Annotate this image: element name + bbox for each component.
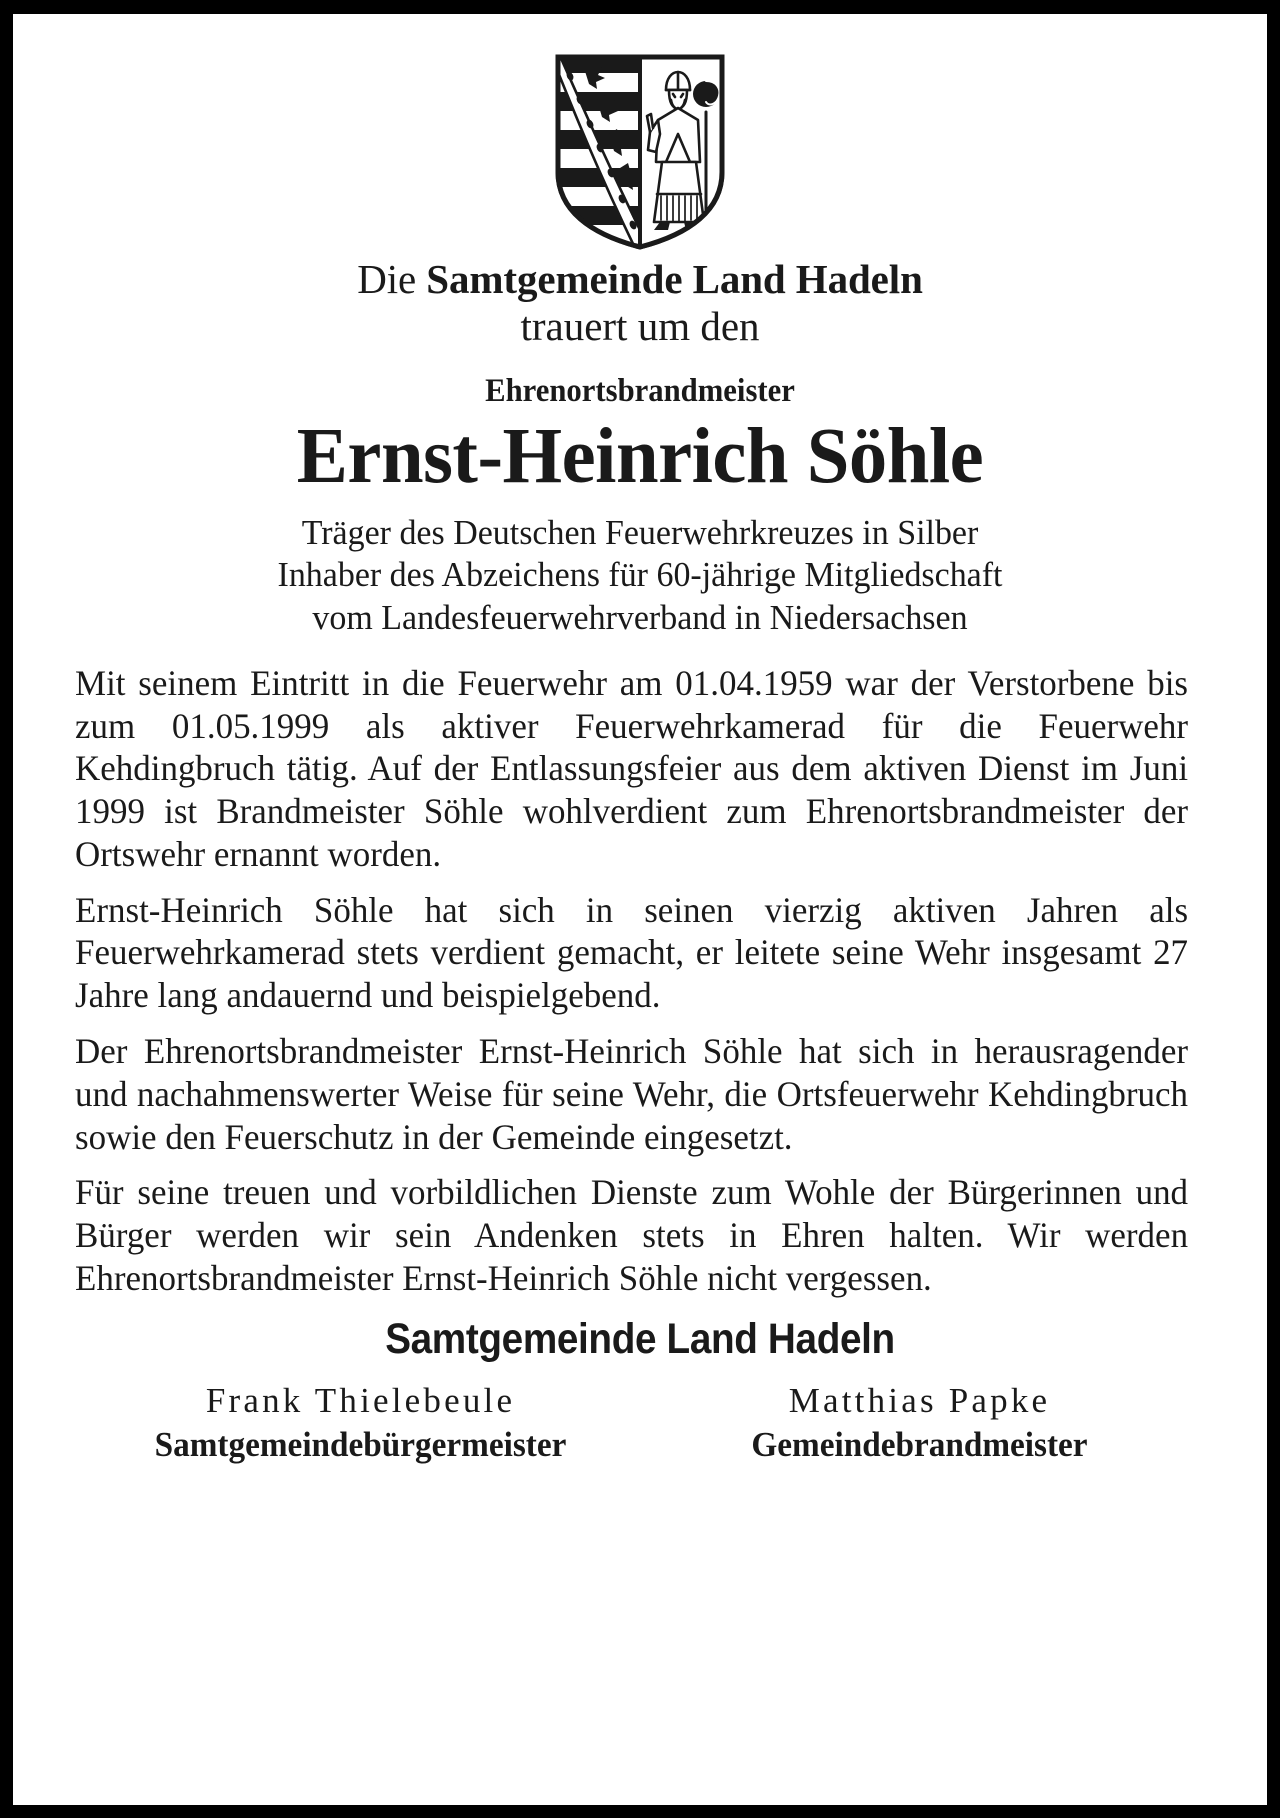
deceased-rank-title: Ehrenortsbrandmeister bbox=[485, 372, 795, 409]
deceased-name: Ernst-Heinrich Söhle bbox=[296, 413, 984, 501]
body-paragraph: Mit seinem Eintritt in die Feuerwehr am 01.04.1959 war der Verstorbene bis zum 01.05.1999 als aktiver Feuerwehrkamerad für die Feuerwehr Kehdingbruch tätig. Auf der Entlassungsfeier aus dem aktiven Dienst im Juni 1999 ist Brandmeister Söhle wohlverdient zum Ehrenortsbrandmeister der Ortswehr ernannt worden. bbox=[75, 662, 1189, 874]
signatory-name: Frank Thielebeule bbox=[205, 1380, 516, 1420]
honors-list bbox=[75, 512, 1205, 639]
body-paragraph: Für seine treuen und vorbildlichen Dienste zum Wohle der Bürgerinnen und Bürger werden wir sein Andenken stets in Ehren halten. Wir werden Ehrenortsbrandmeister Ernst-Heinrich Söhle nicht vergessen. bbox=[75, 1172, 1189, 1298]
signatory-name: Matthias Papke bbox=[788, 1380, 1051, 1420]
mourning-intro-second-line: trauert um den bbox=[520, 303, 760, 350]
obituary-page bbox=[13, 14, 1267, 1805]
obituary-header bbox=[75, 258, 1205, 639]
obituary-body bbox=[75, 662, 1205, 1300]
signatory bbox=[81, 1380, 640, 1466]
signature-block bbox=[75, 1316, 1205, 1466]
mourning-authority-name: Samtgemeinde Land Hadeln bbox=[426, 256, 923, 302]
honor-line: Inhaber des Abzeichens für 60-jährige Mitgliedschaft bbox=[277, 555, 1003, 595]
honor-line: Träger des Deutschen Feuerwehrkreuzes in Silber bbox=[301, 512, 979, 552]
signatory bbox=[640, 1380, 1199, 1466]
body-paragraph: Ernst-Heinrich Söhle hat sich in seinen vierzig aktiven Jahren als Feuerwehrkamerad stets verdient gemacht, er leitete seine Wehr insgesamt 27 Jahre lang andauernd und beispielgebend. bbox=[75, 889, 1189, 1016]
coat-of-arms-icon bbox=[75, 54, 1205, 250]
signatory-role: Gemeindebrandmeister bbox=[751, 1425, 1088, 1465]
signatory-row bbox=[75, 1380, 1205, 1466]
signatory-role: Samtgemeindebürgermeister bbox=[154, 1425, 567, 1465]
mourning-intro-prefix: Die bbox=[357, 256, 427, 302]
signing-authority: Samtgemeinde Land Hadeln bbox=[385, 1314, 895, 1363]
body-paragraph: Der Ehrenortsbrandmeister Ernst-Heinrich Söhle hat sich in herausragender und nachahmenswerter Weise für seine Wehr, die Ortsfeuerwehr Kehdingbruch sowie den Feuerschutz in der Gemeinde eingesetzt. bbox=[75, 1031, 1189, 1157]
honor-line: vom Landesfeuerwehrverband in Niedersachsen bbox=[312, 597, 968, 637]
mourning-intro-line bbox=[75, 258, 1205, 301]
